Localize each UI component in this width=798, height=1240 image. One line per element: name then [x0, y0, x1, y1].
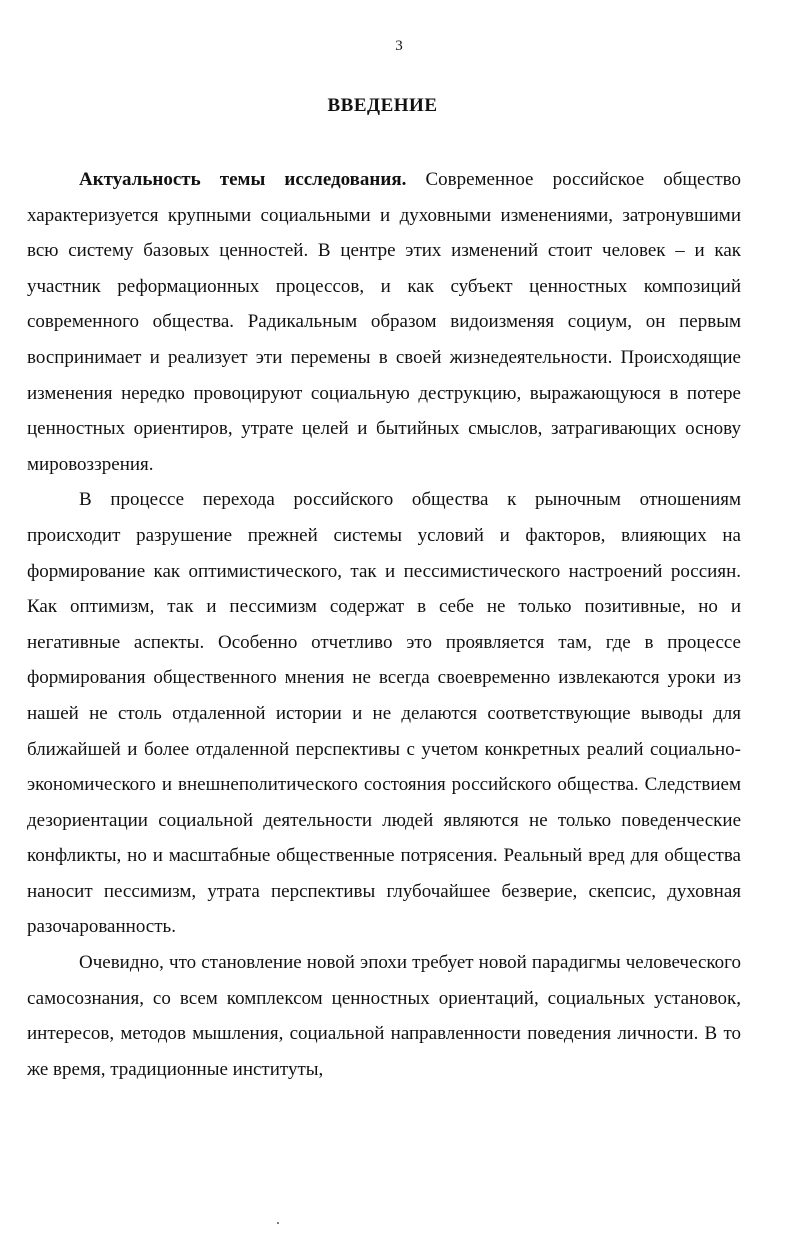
paragraph-2: В процессе перехода российского общества к рыночным отношениям происходит разрушение прежней системы условий и факторов, влияющих на формирование как оптимистического, так и пессимистического настроений россиян. Как оптимизм, так и пессимизм содержат в себе не только позитивные, но и негативные аспекты. Особенно отчетливо это проявляется там, где в процессе формирования общественного мнения не всегда своевременно извлекаются уроки из нашей не столь отдаленной истории и не делаются соответствующие выводы для ближайшей и более отдаленной перспективы с учетом конкретных реалий социально-экономического и внешнеполитического состояния российского общества. Следствием дезориентации социальной деятельности людей являются не только поведенческие конфликты, но и масштабные общественные потрясения. Реальный вред для общества наносит пессимизм, утрата перспективы глубочайшее безверие, скепсис, духовная разочарованность.	[27, 489, 741, 938]
page-number: 3	[395, 38, 403, 54]
paragraph-1-text: Современное российское общество характеризуется крупными социальными и духовными изменениями, затронувшими всю систему базовых ценностей. В центре этих изменений стоит человек – и как участник реформационных процессов, и как субъект ценностных композиций современного общества. Радикальным образом видоизменяя социум, он первым воспринимает и реализует эти перемены в своей жизнедеятельности. Происходящие изменения нередко провоцируют социальную деструкцию, выражающуюся в потере ценностных ориентиров, утрате целей и бытийных смыслов, затрагивающих основу мировоззрения.	[27, 169, 742, 475]
section-heading: ВВЕДЕНИЕ	[327, 95, 438, 116]
scan-speck	[277, 1222, 279, 1224]
paragraph-lead: Актуальность темы исследования.	[79, 169, 407, 190]
paragraph-1	[27, 162, 741, 482]
body-text	[27, 162, 741, 1087]
paragraph-3: Очевидно, что становление новой эпохи требует новой парадигмы человеческого самосознания, со всем комплексом ценностных ориентаций, социальных установок, интересов, методов мышления, социальной направленности поведения личности. В то же время, традиционные институты,	[27, 952, 741, 1080]
